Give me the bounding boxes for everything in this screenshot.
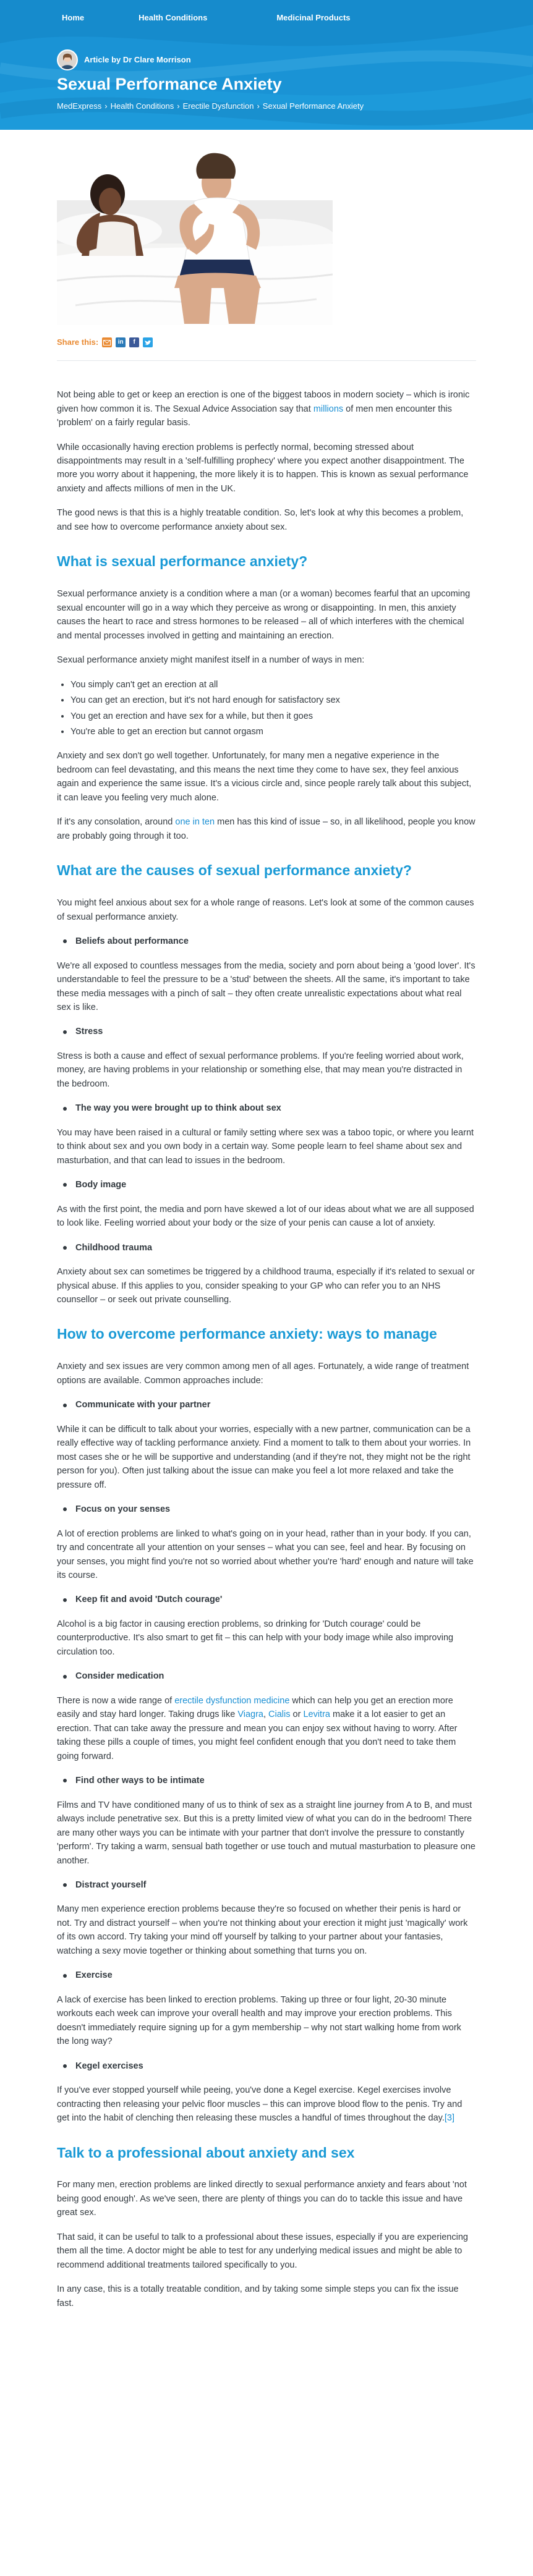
body-paragraph: Many men experience erection problems because they're so focused on whether their penis is hard or not. Try and distract yourself – when you're not thinking about your erection it might just 'magically' work of its own accord. Try taking your mind off yourself by talking to your partner about your fantasies, watching a sexy movie together or thinking about something that turns you on. xyxy=(57,1904,468,1956)
nav-health-conditions[interactable]: Health Conditions xyxy=(139,12,208,22)
breadcrumb xyxy=(57,100,533,112)
share-bar xyxy=(57,336,533,349)
breadcrumb-separator: › xyxy=(104,101,108,111)
body-paragraph: While it can be difficult to talk about your worries, especially with a new partner, communication can be a really effective way of tackling performance anxiety. Find a moment to talk to them about your worries. In most cases she or he will be supportive and understanding (and if they're not, they might not be the right person for you). Often just talking about the issue can make you feel a lot more relaxed and take the pressure off. xyxy=(57,1424,471,1490)
body-paragraph: Alcohol is a big factor in causing erection problems, so drinking for 'Dutch courage' could be counterproductive. It's also smart to get fit – this can help with your body image while also improving circulation too. xyxy=(57,1619,454,1657)
tip-title: Distract yourself xyxy=(63,1878,476,1892)
page-title: Sexual Performance Anxiety xyxy=(57,75,282,93)
couple-in-bed-illustration xyxy=(57,145,333,325)
author-portrait-icon xyxy=(58,51,77,69)
cause-title: Body image xyxy=(63,1178,476,1192)
cause-title: The way you were brought up to think about sex xyxy=(63,1101,476,1115)
body-paragraph: There is now a wide range of erectile dysfunction medicine which can help you get an erection more easily and stay hard longer. Taking drugs like Viagra, Cialis or Levitra make it a lot easier to get an erection. That can take away the pressure and mean you can enjoy sex without having to worry. After taking these pills a couple of times, you might feel confident enough that you don't need to take them going forward. xyxy=(57,1695,458,1761)
tip-title: Communicate with your partner xyxy=(63,1398,476,1412)
body-paragraph: For many men, erection problems are linked directly to sexual performance anxiety and fears about 'not being good enough'. As we've seen, there are plenty of things you can do to tackle this issue and have great sex. xyxy=(57,2180,467,2218)
body-paragraph: Anxiety and sex issues are very common among men of all ages. Fortunately, a wide range of treatment options are available. Common approaches include: xyxy=(57,1362,469,1386)
list-item: • You simply can't get an erection at all xyxy=(70,678,476,692)
body-paragraph: That said, it can be useful to talk to a professional about these issues, especially if you are experiencing them all the time. A doctor might be able to test for any underlying medical issues and might be able to recommend additional treatments tailored specifically to you. xyxy=(57,2232,468,2270)
section-heading-overcome: How to overcome performance anxiety: ways to manage xyxy=(57,1326,437,1342)
viagra-link[interactable]: Viagra xyxy=(237,1710,263,1720)
tip-title: Kegel exercises xyxy=(63,2059,476,2073)
body-paragraph: Anxiety about sex can sometimes be triggered by a childhood trauma, especially if it's related to sexual or physical abuse. If this applies to you, consider speaking to your GP who can refer you to an NHS counsellor – or seek out private counselling. xyxy=(57,1267,475,1305)
breadcrumb-health-conditions[interactable]: Health Conditions xyxy=(110,101,174,111)
section-heading-what: What is sexual performance anxiety? xyxy=(57,553,308,570)
article-body xyxy=(57,361,476,2383)
section-heading-causes: What are the causes of sexual performance anxiety? xyxy=(57,862,412,879)
list-item: • You can get an erection, but it's not hard enough for satisfactory sex xyxy=(70,693,476,707)
body-paragraph: Stress is both a cause and effect of sexual performance problems. If you're feeling worried about work, money, are having problems in your relationship or something else, that may mean you're distracted in the bedroom. xyxy=(57,1051,464,1089)
body-paragraph: Sexual performance anxiety might manifest itself in a number of ways in men: xyxy=(57,655,365,666)
facebook-icon[interactable]: f xyxy=(129,337,139,347)
author-avatar xyxy=(57,49,78,70)
breadcrumb-separator: › xyxy=(177,101,180,111)
reference-link[interactable]: [3] xyxy=(444,2113,454,2124)
tip-title: Consider medication xyxy=(63,1669,476,1683)
nav-home[interactable]: Home xyxy=(62,12,85,22)
twitter-icon[interactable] xyxy=(143,337,153,347)
main-nav xyxy=(0,0,533,36)
hero-image xyxy=(57,145,333,325)
body-paragraph: A lack of exercise has been linked to erection problems. Taking up three or four light, 20-30 minute workouts each week can improve your overall health and may improve your erection problems. This doesn't immediately require signing up for a gym membership – why not start walking home from work the long way? xyxy=(57,1994,461,2047)
body-paragraph: A lot of erection problems are linked to what's going on in your head, rather than in your body. If you can, try and concentrate all your attention on your senses – what you can see, feel and hear. By focusing on your senses, you might find you're not so worried about whether you're 'hard' enough and nature will take its course. xyxy=(57,1528,474,1580)
cause-title: Beliefs about performance xyxy=(63,934,476,948)
body-paragraph: Anxiety and sex don't go well together. Unfortunately, for many men a negative experience in the bedroom can feel devastating, and this means the next time they come to have sex, they feel anxious again and experience the same issue. It's a vicious circle and, since people rarely talk about this subject, it can leave you feeling very much alone. xyxy=(57,751,472,803)
intro-paragraph: While occasionally having erection problems is perfectly normal, becoming stressed about disappointments may result in a 'self-fulfilling prophecy' where you expect another disappointment. The more you worry about it happening, the more likely it is to happen. This is known as sexual performance anxiety and affects millions of men in the UK. xyxy=(57,442,469,494)
breadcrumb-separator: › xyxy=(257,101,260,111)
body-paragraph: You might feel anxious about sex for a whole range of reasons. Let's look at some of the common causes of sexual performance anxiety. xyxy=(57,898,474,922)
section-heading-talk: Talk to a professional about anxiety and sex xyxy=(57,2144,355,2161)
body-paragraph: Films and TV have conditioned many of us to think of sex as a straight line journey from A to B, and must always include penetrative sex. But this is a pretty limited view of what you can do in the bedroom! There are many other ways you can be intimate with your partner that don't involve the pressure to constantly 'perform'. Try taking a warm, sensual bath together or use touch and mutual masturbation to pleasure one another. xyxy=(57,1800,475,1866)
levitra-link[interactable]: Levitra xyxy=(303,1710,330,1720)
tip-title: Exercise xyxy=(63,1968,476,1982)
body-paragraph: As with the first point, the media and porn have skewed a lot of our ideas about what we are all supposed to look like. Feeling worried about your body or the size of your penis can cause a lot of anxiety. xyxy=(57,1204,474,1229)
intro-paragraph: Not being able to get or keep an erection is one of the biggest taboos in modern society – which is ironic given how common it is. The Sexual Advice Association say that millions of men men encounter this 'problem' on a fairly regular basis. xyxy=(57,390,470,428)
tip-title: Find other ways to be intimate xyxy=(63,1774,476,1787)
body-paragraph: Sexual performance anxiety is a condition where a man (or a woman) becomes fearful that an upcoming sexual encounter will go in a way which they perceive as wrong or disappointing. In men, this anxiety causes the heart to race and stress hormones to be released – all of which interferes with the chemical and mental processes involved in getting and maintaining an erection. xyxy=(57,589,471,641)
tip-title: Focus on your senses xyxy=(63,1502,476,1516)
tip-title: Keep fit and avoid 'Dutch courage' xyxy=(63,1593,476,1606)
breadcrumb-current-page: Sexual Performance Anxiety xyxy=(262,101,364,111)
author-row xyxy=(57,49,533,70)
millions-link[interactable]: millions xyxy=(313,404,344,414)
body-paragraph: You may have been raised in a cultural or family setting where sex was a taboo topic, or where you learnt to think about sex and you own body in a certain way. Some people learn to feel shame about sex and masturbation, and that can lead to issues in the bedroom. xyxy=(57,1127,474,1166)
breadcrumb-erectile-dysfunction[interactable]: Erectile Dysfunction xyxy=(182,101,254,111)
linkedin-icon[interactable]: in xyxy=(116,337,126,347)
cause-title: Stress xyxy=(63,1025,476,1038)
body-paragraph: In any case, this is a totally treatable condition, and by taking some simple steps you can fix the issue fast. xyxy=(57,2284,459,2308)
ed-medicine-link[interactable]: erectile dysfunction medicine xyxy=(174,1695,290,1706)
cause-title: Childhood trauma xyxy=(63,1241,476,1255)
one-in-ten-link[interactable]: one in ten xyxy=(175,817,215,828)
cialis-link[interactable]: Cialis xyxy=(268,1710,291,1720)
page-header xyxy=(0,0,533,130)
body-paragraph: If it's any consolation, around one in ten men has this kind of issue – so, in all likelihood, people you know are probably going through it too. xyxy=(57,817,475,841)
nav-medicinal-products[interactable]: Medicinal Products xyxy=(276,12,351,22)
body-paragraph: If you've ever stopped yourself while peeing, you've done a Kegel exercise. Kegel exercises involve contracting then releasing your pelvic floor muscles – this can improve blood flow to the penis. Try and get into the habit of clenching then releasing these muscles a handful of times throughout the day.[3] xyxy=(57,2085,463,2124)
list-item: • You're able to get an erection but cannot orgasm xyxy=(70,725,476,739)
share-label: Share this: xyxy=(57,337,99,347)
body-paragraph: We're all exposed to countless messages from the media, society and porn about being a 'good lover'. It's understandable to feel the pressure to be a 'stud' between the sheets. All the same, it's important to take these media messages with a pinch of salt – they often create unrealistic expectations about what real sex is like. xyxy=(57,960,475,1012)
author-byline: Article by Dr Clare Morrison xyxy=(84,54,191,64)
list-item: • You get an erection and have sex for a while, but then it goes xyxy=(70,710,476,723)
symptom-list xyxy=(70,678,476,739)
breadcrumb-medexpress[interactable]: MedExpress xyxy=(57,101,102,111)
email-icon[interactable] xyxy=(102,337,112,347)
intro-paragraph: The good news is that this is a highly treatable condition. So, let's look at why this becomes a problem, and see how to overcome performance anxiety about sex. xyxy=(57,508,464,532)
